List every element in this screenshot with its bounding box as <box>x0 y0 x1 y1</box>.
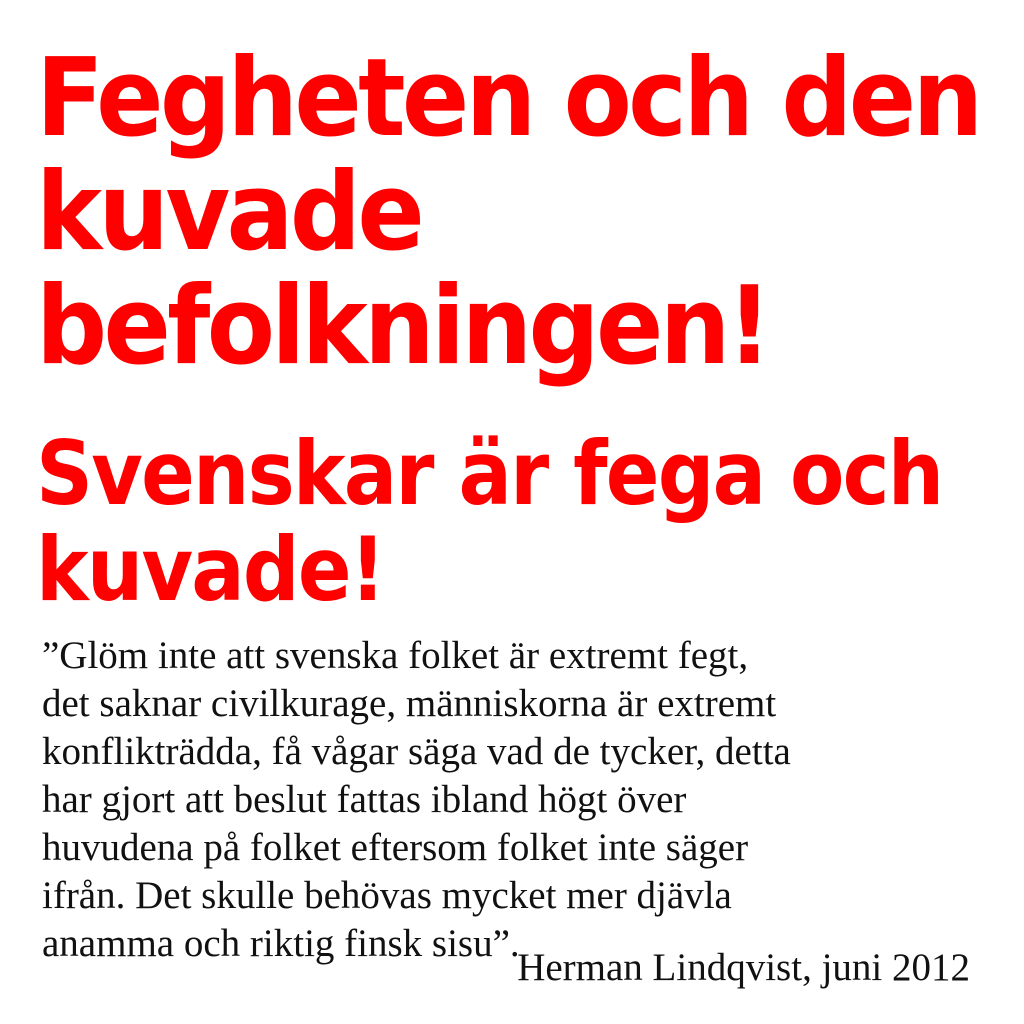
quote-line-2: det saknar civilkurage, människorna är extremt <box>42 682 777 725</box>
quote-line-1: ”Glöm inte att svenska folket är extremt fegt, <box>42 634 749 677</box>
headline-line-2: kuvade <box>36 150 422 275</box>
headline-line-1: Fegheten och den <box>36 36 980 161</box>
headline-line-3: befolkningen! <box>36 264 769 389</box>
quote-line-6: ifrån. Det skulle behövas mycket mer djävla <box>42 874 732 917</box>
quote-line-4: har gjort att beslut fattas ibland högt över <box>42 778 687 821</box>
quote-line-5: huvudena på folket eftersom folket inte säger <box>42 826 749 869</box>
quote <box>42 632 1002 968</box>
quote-line-3: konflikträdda, få vågar säga vad de tycker, detta <box>42 730 791 773</box>
subheadline <box>36 422 943 621</box>
subheadline-line-1: Svenskar är fega och <box>36 422 943 525</box>
attribution: Herman Lindqvist, juni 2012 <box>517 946 970 989</box>
subheadline-line-2: kuvade! <box>36 518 385 621</box>
headline <box>36 36 980 389</box>
quote-line-7: anamma och riktig finsk sisu”. <box>42 922 520 965</box>
